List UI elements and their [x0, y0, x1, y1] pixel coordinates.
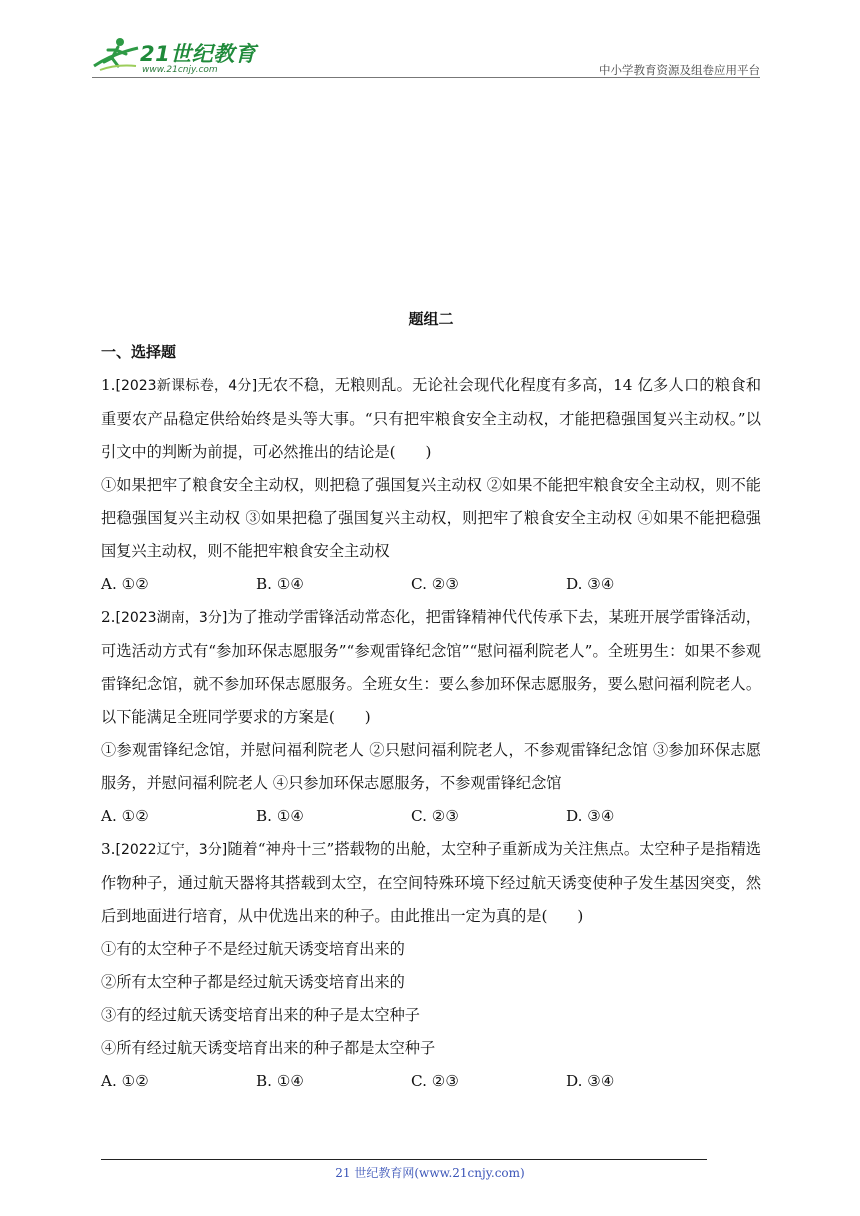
footer-divider [101, 1159, 707, 1160]
question-2-stem [101, 601, 761, 734]
page-title: 题组二 [408, 310, 454, 328]
page-header [92, 30, 760, 80]
question-source: [2023湖南，3分] [115, 610, 228, 626]
question-number: 1. [101, 376, 116, 394]
option-c[interactable]: C. ②③ [411, 1072, 459, 1090]
statement-1: ①有的太空种子不是经过航天诱变培育出来的 [101, 940, 405, 958]
question-text: 随着“神舟十三”搭载物的出舱，太空种子重新成为关注焦点。太空种子是指精选作物种子，通过航天器将其搭载到太空，在空间特殊环境下经过航天诱变使种子发生基因突变，然后到地面进行培育，从中优选出来的种子。由此推出一定为真的是( [101, 840, 761, 925]
platform-name: 中小学教育资源及组卷应用平台 [599, 63, 760, 77]
blank-close: ) [577, 907, 584, 925]
question-source: [2023新课标卷，4分] [115, 378, 258, 394]
running-man-logo-icon [92, 36, 142, 76]
blank-close: ) [425, 443, 432, 461]
statement-3: ③有的经过航天诱变培育出来的种子是太空种子 [101, 1006, 420, 1024]
logo-url: www.21cnjy.com [142, 65, 218, 75]
option-d[interactable]: D. ③④ [566, 1072, 615, 1090]
statement-2: ②所有太空种子都是经过航天诱变培育出来的 [101, 973, 405, 991]
option-a[interactable]: A. ①② [101, 807, 149, 825]
question-1-options [101, 568, 761, 601]
logo-text: 21世纪教育 [140, 42, 257, 66]
option-d[interactable]: D. ③④ [566, 807, 615, 825]
question-source: [2022辽宁，3分] [115, 842, 228, 858]
footer-link[interactable]: 21 世纪教育网(www.21cnjy.com) [335, 1166, 525, 1180]
header-divider [92, 77, 760, 78]
option-a[interactable]: A. ①② [101, 575, 149, 593]
question-text: 为了推动学雷锋活动常态化，把雷锋精神代代传承下去，某班开展学雷锋活动，可选活动方式有“参加环保志愿服务”“参观雷锋纪念馆”“慰问福利院老人”。全班男生：如果不参观雷锋纪念馆，就不参加环保志愿服务。全班女生：要么参加环保志愿服务，要么慰问福利院老人。以下能满足全班同学要求的方案是( [101, 608, 761, 726]
blank-close: ) [364, 708, 371, 726]
question-2-statements: ①参观雷锋纪念馆，并慰问福利院老人 ②只慰问福利院老人，不参观雷锋纪念馆 ③参加环保志愿服务，并慰问福利院老人 ④只参加环保志愿服务，不参观雷锋纪念馆 [101, 741, 761, 792]
option-b[interactable]: B. ①④ [256, 807, 305, 825]
option-b[interactable]: B. ①④ [256, 1072, 305, 1090]
option-d[interactable]: D. ③④ [566, 575, 615, 593]
option-b[interactable]: B. ①④ [256, 575, 305, 593]
document-body [101, 303, 761, 1098]
question-3-options [101, 1065, 761, 1098]
section-heading: 一、选择题 [101, 343, 177, 361]
statement-4: ④所有经过航天诱变培育出来的种子都是太空种子 [101, 1039, 436, 1057]
question-3-stem [101, 833, 761, 933]
question-2-options [101, 800, 761, 833]
option-c[interactable]: C. ②③ [411, 575, 459, 593]
question-1-statements: ①如果把牢了粮食安全主动权，则把稳了强国复兴主动权 ②如果不能把牢粮食安全主动权，则不能把稳强国复兴主动权 ③如果把稳了强国复兴主动权，则把牢了粮食安全主动权 ④如果不能把稳强国复兴主动权，则不能把牢粮食安全主动权 [101, 476, 761, 560]
question-number: 3. [101, 840, 116, 858]
question-text: 无农不稳，无粮则乱。无论社会现代化程度有多高，14 亿多人口的粮食和重要农产品稳定供给始终是头等大事。“只有把牢粮食安全主动权，才能把稳强国复兴主动权。”以引文中的判断为前提，可必然推出的结论是( [101, 376, 762, 461]
site-logo[interactable] [92, 36, 262, 78]
question-1-stem [101, 369, 761, 469]
option-a[interactable]: A. ①② [101, 1072, 149, 1090]
question-number: 2. [101, 608, 116, 626]
option-c[interactable]: C. ②③ [411, 807, 459, 825]
